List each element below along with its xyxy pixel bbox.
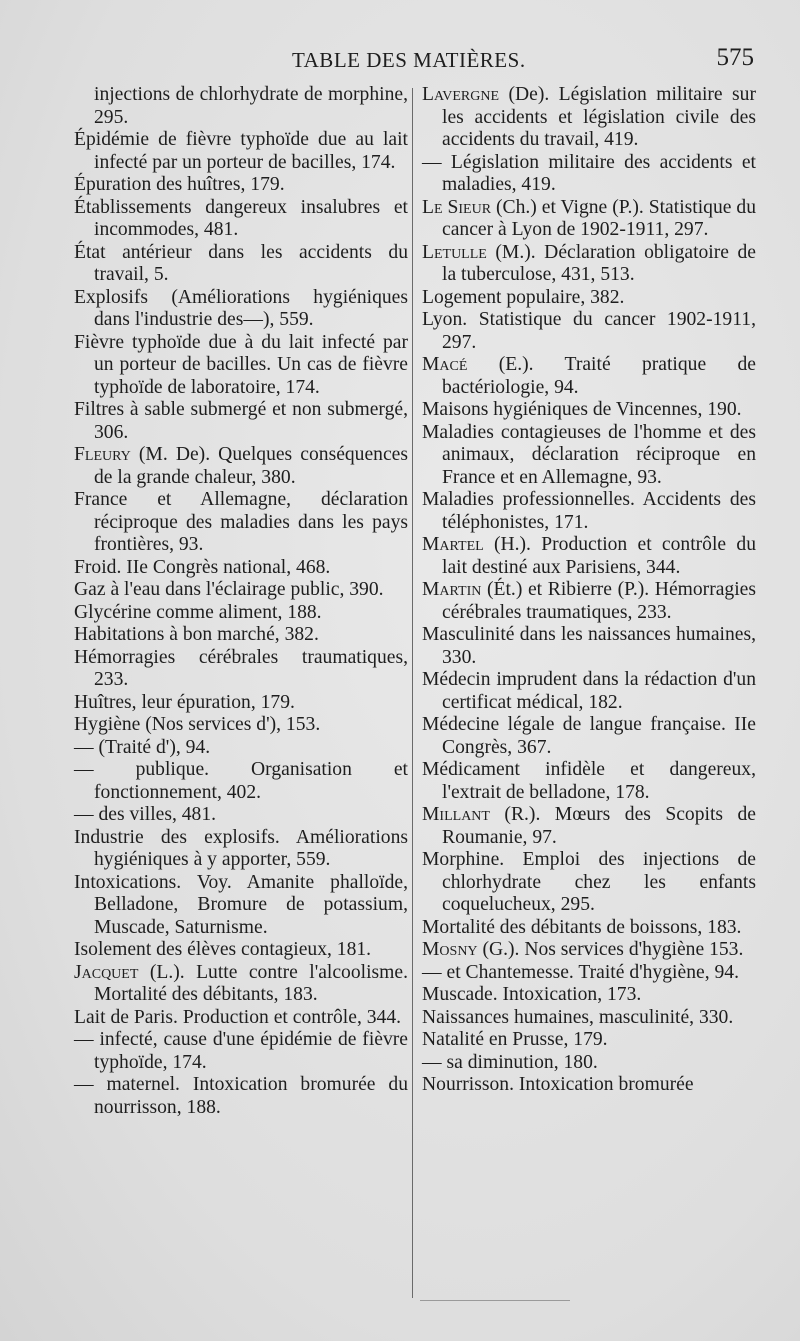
index-entry: État antérieur dans les accidents du travail, 5.	[74, 241, 408, 285]
index-entry	[422, 354, 756, 399]
index-entry: Logement populaire, 382.	[422, 286, 625, 308]
index-entry: Industrie des explosifs. Améliorations hygiéniques à y apporter, 559.	[74, 826, 408, 870]
page-number: 575	[716, 44, 754, 71]
author-name: Mosny	[422, 939, 478, 960]
index-entry: Lait de Paris. Production et contrôle, 344.	[74, 1006, 402, 1028]
left-column	[74, 84, 408, 1119]
index-entry	[422, 242, 756, 287]
author-name: Millant	[422, 804, 490, 825]
author-name: Martin	[422, 579, 482, 600]
author-name: Letulle	[422, 241, 487, 263]
index-entry: Lyon. Statistique du cancer 1902-1911, 297.	[422, 309, 756, 353]
right-column	[422, 84, 756, 1097]
index-entry	[422, 579, 756, 624]
index-entry: Maladies professionnelles. Accidents des téléphonistes, 171.	[422, 489, 756, 533]
index-entry: Morphine. Emploi des injections de chlorhydrate chez les enfants coquelucheux, 295.	[422, 849, 756, 915]
index-entry: — des villes, 481.	[74, 804, 217, 825]
index-entry: Médecin imprudent dans la rédaction d'un certificat médical, 182.	[422, 669, 756, 713]
entry-text: (E.). Traité pratique de bactériologie, 94.	[442, 354, 756, 398]
index-entry	[422, 534, 756, 579]
index-entry: — Législation militaire des accidents et maladies, 419.	[422, 151, 756, 195]
running-title: TABLE DES MATIÈRES.	[292, 48, 526, 72]
index-entry: Explosifs (Améliorations hygiéniques dans l'industrie des—), 559.	[74, 286, 408, 330]
author-name: Macé	[422, 354, 468, 375]
index-entry: Hémorragies cérébrales traumatiques, 233.	[74, 646, 408, 690]
index-entry: Épidémie de fièvre typhoïde due au lait infecté par un porteur de bacilles, 174.	[74, 129, 408, 173]
entry-text: (G.). Nos services d'hygiène 153.	[477, 939, 744, 960]
index-entry: Hygiène (Nos services d'), 153.	[74, 714, 321, 735]
index-entry: injections de chlorhydrate de morphine, 295.	[94, 84, 408, 128]
index-entry: Médicament infidèle et dangereux, l'extrait de belladone, 178.	[422, 759, 756, 803]
index-entry: Établissements dangereux insalubres et incommodes, 481.	[74, 196, 408, 240]
index-entry: Huîtres, leur épuration, 179.	[74, 691, 295, 713]
index-entry: Habitations à bon marché, 382.	[74, 624, 319, 645]
index-entry: — maternel. Intoxication bromurée du nourrisson, 188.	[74, 1074, 408, 1118]
index-entry: Filtres à sable submergé et non submergé, 306.	[74, 399, 408, 443]
footer-rule	[420, 1300, 570, 1301]
entry-text: (M.). Déclaration obligatoire de la tuberculose, 431, 513.	[442, 241, 756, 285]
entry-text: (De). Législation militaire sur les accidents et législation civile des accidents du travail, 419.	[442, 84, 756, 150]
index-entry: Muscade. Intoxication, 173.	[422, 984, 642, 1005]
author-name: Le Sieur	[422, 196, 492, 218]
index-entry: Épuration des huîtres, 179.	[74, 174, 285, 195]
index-entry: Maladies contagieuses de l'homme et des animaux, déclaration réciproque en France et en Allemagne, 93.	[422, 421, 756, 488]
index-entry: — et Chantemesse. Traité d'hygiène, 94.	[422, 961, 739, 983]
index-entry	[74, 444, 408, 489]
index-entry: Intoxications. Voy. Amanite phalloïde, Belladone, Bromure de potassium, Muscade, Saturnisme.	[74, 871, 408, 938]
index-entry: — sa diminution, 180.	[422, 1051, 598, 1073]
index-entry: Mortalité des débitants de boissons, 183.	[422, 916, 742, 938]
index-entry: Maisons hygiéniques de Vincennes, 190.	[422, 399, 742, 420]
entry-text: (M. De). Quelques conséquences de la grande chaleur, 380.	[94, 444, 408, 488]
entry-text: (Ch.) et Vigne (P.). Statistique du cancer à Lyon de 1902-1911, 297.	[442, 196, 756, 240]
page-header	[0, 44, 800, 84]
index-entry	[422, 804, 756, 849]
index-entry: Fièvre typhoïde due à du lait infecté par un porteur de bacilles. Un cas de fièvre typhoïde de laboratoire, 174.	[74, 331, 408, 398]
column-divider	[412, 88, 413, 1298]
index-entry: Naissances humaines, masculinité, 330.	[422, 1006, 734, 1028]
index-entry: Froid. IIe Congrès national, 468.	[74, 556, 331, 578]
index-entry: Gaz à l'eau dans l'éclairage public, 390.	[74, 579, 384, 600]
index-entry: — infecté, cause d'une épidémie de fièvre typhoïde, 174.	[74, 1029, 408, 1073]
index-entry	[422, 84, 756, 152]
index-entry: Isolement des élèves contagieux, 181.	[74, 939, 372, 960]
entry-text: (H.). Production et contrôle du lait destiné aux Parisiens, 344.	[442, 534, 756, 578]
index-entry: Médecine légale de langue française. IIe Congrès, 367.	[422, 714, 756, 758]
index-entry: Masculinité dans les naissances humaines, 330.	[422, 624, 756, 668]
entry-text: (L.). Lutte contre l'alcoolisme. Mortalité des débitants, 183.	[94, 961, 408, 1005]
entry-text: (R.). Mœurs des Scopits de Roumanie, 97.	[442, 804, 756, 848]
index-entry: — publique. Organisation et fonctionnement, 402.	[74, 759, 408, 803]
author-name: Lavergne	[422, 84, 500, 105]
index-entry	[74, 962, 408, 1007]
index-entry: Natalité en Prusse, 179.	[422, 1029, 608, 1050]
author-name: Fleury	[74, 444, 131, 465]
author-name: Martel	[422, 534, 484, 555]
index-entry	[422, 197, 756, 242]
index-entry: Nourrisson. Intoxication bromurée	[422, 1074, 694, 1095]
index-entry: France et Allemagne, déclaration réciproque des maladies dans les pays frontières, 93.	[74, 489, 408, 555]
index-entry	[422, 939, 756, 962]
author-name: Jacquet	[74, 961, 139, 983]
index-entry: Glycérine comme aliment, 188.	[74, 601, 322, 623]
index-entry: — (Traité d'), 94.	[74, 736, 211, 758]
entry-text: (Ét.) et Ribierre (P.). Hémorragies cérébrales traumatiques, 233.	[442, 579, 756, 623]
